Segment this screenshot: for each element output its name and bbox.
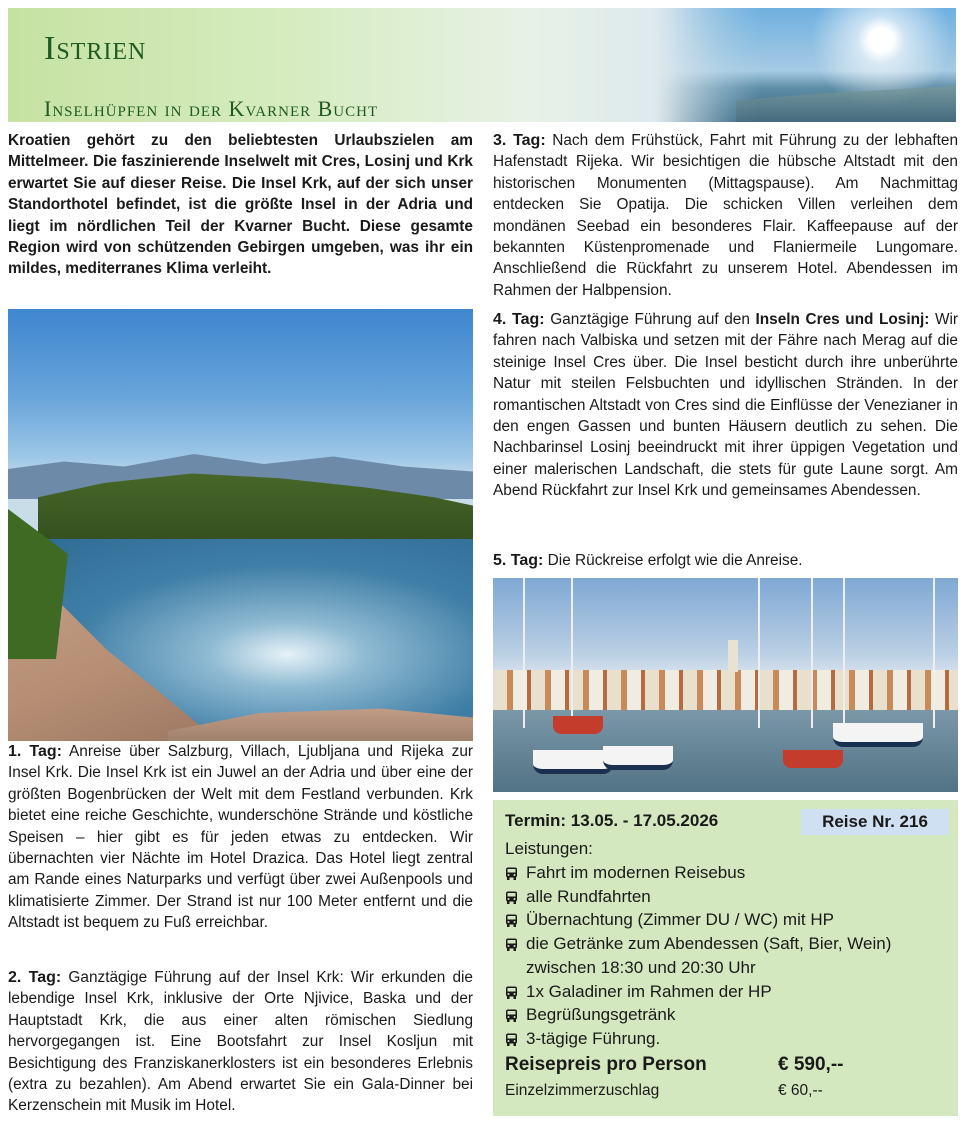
day-5 [493,550,958,571]
service-item-text: die Getränke zum Abendessen (Saft, Bier, Wein) [526,934,892,954]
day-3-text: Nach dem Frühstück, Fahrt mit Führung zu der lebhaften Hafenstadt Rijeka. Wir besichtigen die hübsche Altstadt mit den historischen Monumenten (Mittagspause). Am Nachmittag entdecken Sie Opatija. Die schicken Villen verleihen dem mondänen Seebad ein besonderes Flair. Kaffeepause auf der bekannten Küstenpromenade und Flaniermeile Lungomare. Anschließend die Rückfahrt zu unserem Hotel. Abendessen im Rahmen der Halbpension. [493,132,959,299]
price-label: Reisepreis pro Person [505,1054,707,1075]
page-title: Istrien [44,30,147,67]
service-item-text: Übernachtung (Zimmer DU / WC) mit HP [526,910,834,930]
day-3 [493,130,958,301]
day-4-text-b: Wir fahren nach Valbiska und setzen mit der Fähre nach Merag auf die steinige Insel Cres über. Die Insel besticht durch ihre unberührte Natur mit steilen Felsbuchten und idyllischen Stränden. In der romantischen Altstadt von Cres sind die Einflüsse der Venezianer in den engen Gassen und bunten Häusern deutlich zu sehen. Die Nachbarinsel Losinj beeindruckt mit ihrer üppigen Vegetation und einer malerischen Landschaft, die stets für gute Laune sorgt. Am Abend Rückfahrt zur Insel Krk und gemeinsames Abendessen. [493,311,959,500]
photo-mast [758,578,760,728]
trip-number-badge: Reise Nr. 216 [801,809,949,835]
bus-icon [505,1009,518,1023]
service-item [505,1027,955,1051]
header-banner [8,8,956,122]
photo-boat [603,746,673,770]
day-5-label: 5. Tag: [493,552,544,569]
coast-photo [8,309,473,741]
day-4 [493,309,958,502]
services-heading: Leistungen: [505,839,593,858]
photo-mast [811,578,813,728]
day-4-bold-islands: Inseln Cres und Losinj: [755,311,930,328]
bus-icon [505,938,518,952]
photo-mast [843,578,845,728]
service-item-text: zwischen 18:30 und 20:30 Uhr [526,957,756,977]
service-item-continuation [505,956,955,980]
service-item-text: 3-tägige Führung. [526,1028,661,1048]
photo-boat [783,750,843,768]
day-2-text: Ganztägige Führung auf der Insel Krk: Wir erkunden die lebendige Insel Krk, inklusive der Orte Njivice, Baska und der Hauptstadt Krk, die aus einer alten römischen Siedlung hervorgegangen ist. Eine Bootsfahrt zur Insel Kosljun mit Besichtigung des Franziskanerklosters ist ein besonderes Erlebnis (extra zu bezahlen). Am Abend erwartet Sie ein Gala-Dinner bei Kerzenschein mit Musik im Hotel. [8,969,473,1115]
service-item [505,861,955,885]
info-box [493,800,958,1116]
day-2 [8,967,473,1117]
photo-mast [933,578,935,728]
service-item [505,932,955,956]
day-1-label: 1. Tag: [8,743,62,760]
harbour-photo [493,578,958,792]
service-item-text: Fahrt im modernen Reisebus [526,863,746,882]
service-item-text: alle Rundfahrten [526,886,651,906]
service-item-text: 1x Galadiner im Rahmen der HP [526,981,772,1001]
day-1 [8,741,473,934]
day-2-label: 2. Tag: [8,969,62,986]
bus-icon [505,867,518,881]
intro-text: Kroatien gehört zu den beliebtesten Urlaubszielen am Mittelmeer. Die faszinierende Inselwelt mit Cres, Losinj und Krk erwartet Sie auf dieser Reise. Die Insel Krk, auf der sich unser Standorthotel befindet, ist die größte Insel in der Adria und liegt im nördlichen Teil der Kvarner Bucht. Diese gesamte Region wird von schützenden Gebirgen umgeben, was ihr ein mildes, mediterranes Klima verleiht. [8,132,473,278]
page-subtitle: Inselhüpfen in der Kvarner Bucht [44,96,379,121]
day-1-text: Anreise über Salzburg, Villach, Ljubljana und Rijeka zur Insel Krk. Die Insel Krk ist ein Juwel an der Adria und über eine der größten Bogenbrücken der Welt mit dem Festland verbunden. Krk bietet eine reiche Geschichte, wunderschöne Strände und köstliche Speisen – hier gibt es für jeden etwas zu entdecken. Wir übernachten vier Nächte im Hotel Drazica. Das Hotel liegt zentral am Rande eines Naturparks und verfügt über zwei Außenpools und klimatisierte Zimmer. Der Strand ist nur 100 Meter entfernt und die Altstadt ist bequem zu Fuß erreichbar. [8,743,474,932]
day-4-label: 4. Tag: [493,311,545,328]
bus-icon [505,986,518,1000]
service-item-text: Begrüßungsgetränk [526,1005,676,1025]
photo-bell-tower [728,640,738,672]
price-value: € 590,-- [778,1054,844,1075]
termin-date: Termin: 13.05. - 17.05.2026 [505,811,719,830]
single-room-label: Einzelzimmerzuschlag [505,1082,660,1099]
day-3-label: 3. Tag: [493,132,546,149]
photo-mast [571,578,573,728]
service-item [505,1003,955,1027]
photo-boat [833,723,923,747]
photo-town [493,670,958,710]
service-item [505,908,955,932]
services-list [505,861,955,1051]
bus-icon [505,891,518,905]
day-5-text: Die Rückreise erfolgt wie die Anreise. [547,552,803,569]
photo-boat [553,716,603,734]
day-4-text-a: Ganztägige Führung auf den [550,311,750,328]
bus-icon [505,914,518,928]
bus-icon [505,1033,518,1047]
photo-boat [533,750,613,774]
service-item [505,980,955,1004]
service-item [505,885,955,909]
single-room-value: € 60,-- [778,1082,823,1099]
photo-mast [523,578,525,728]
